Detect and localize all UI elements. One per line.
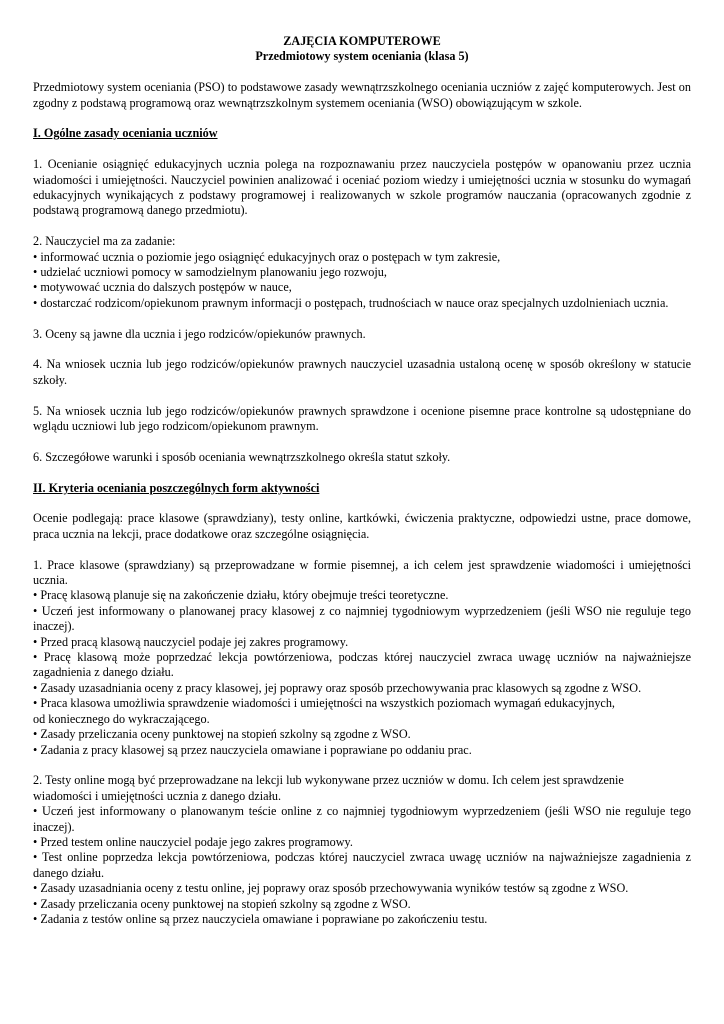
section-1-paragraph-2-intro: 2. Nauczyciel ma za zadanie: (33, 234, 176, 249)
section-1-paragraph-4: 4. Na wniosek ucznia lub jego rodziców/opiekunów prawnych nauczyciel uzasadnia ustaloną ocenę w sposób określony w statucie szkoły. (33, 357, 691, 387)
spacer (33, 496, 691, 511)
spacer (33, 342, 691, 357)
spacer (33, 388, 691, 403)
list-item: • Przed testem online nauczyciel podaje jego zakres programowy. (33, 834, 353, 849)
list-item: • Test online poprzedza lekcja powtórzeniowa, podczas której nauczyciel zwraca uwagę uczniów na najważniejsze zagadnienia z danego działu. (33, 850, 691, 880)
document-subtitle: Przedmiotowy system oceniania (klasa 5) (255, 49, 469, 64)
list-item: • Uczeń jest informowany o planowanym teście online z co najmniej tygodniowym wyprzedzeniem (jeśli WSO nie reguluje tego inaczej). (33, 804, 691, 834)
list-item: • Przed pracą klasową nauczyciel podaje jej zakres programowy. (33, 634, 349, 649)
list-item: • Zasady przeliczania oceny punktowej na stopień szkolny są zgodne z WSO. (33, 727, 411, 742)
list-item-line: od koniecznego do wykraczającego. (33, 711, 210, 726)
list-item: • Zasady przeliczania oceny punktowej na stopień szkolny są zgodne z WSO. (33, 896, 411, 911)
section-2-heading: II. Kryteria oceniania poszczególnych form aktywności (33, 480, 320, 495)
list-item: • Pracę klasową może poprzedzać lekcja powtórzeniowa, podczas której nauczyciel zwraca uwagę uczniów na najważniejsze zagadnienia z danego działu. (33, 650, 691, 680)
list-item (33, 696, 691, 727)
spacer (33, 465, 691, 480)
spacer (33, 434, 691, 449)
spacer (33, 311, 691, 326)
paragraph-line: wiadomości i umiejętności ucznia z danego działu. (33, 788, 282, 803)
spacer (33, 111, 691, 126)
section-2-paragraph-1-intro: 1. Prace klasowe (sprawdziany) są przeprowadzane w formie pisemnej, a ich celem jest sprawdzenie wiadomości i umiejętności ucznia. (33, 557, 691, 588)
spacer (33, 142, 691, 157)
list-item: • Zasady uzasadniania oceny z pracy klasowej, jej poprawy oraz sposób przechowywania prac klasowych są zgodne z WSO. (33, 680, 642, 695)
list-item: • Zadania z testów online są przez nauczyciela omawiane i poprawiane po zakończeniu testu. (33, 911, 488, 926)
section-1-paragraph-6: 6. Szczegółowe warunki i sposób oceniania wewnątrzszkolnego określa statut szkoły. (33, 449, 451, 464)
paragraph-line: 2. Testy online mogą być przeprowadzane na lekcji lub wykonywane przez uczniów w domu. Ich celem jest sprawdzenie (33, 773, 624, 788)
list-item: • motywować ucznia do dalszych postępów w nauce, (33, 280, 292, 295)
section-1-heading: I. Ogólne zasady oceniania uczniów (33, 126, 218, 141)
spacer (33, 65, 691, 80)
list-item-line: • Praca klasowa umożliwia sprawdzenie wiadomości i umiejętności na wszystkich poziomach wymagań edukacyjnych, (33, 696, 615, 711)
list-item: • Pracę klasową planuje się na zakończenie działu, który obejmuje treści teoretyczne. (33, 588, 449, 603)
section-1-paragraph-3: 3. Oceny są jawne dla ucznia i jego rodziców/opiekunów prawnych. (33, 326, 366, 341)
list-item: • informować ucznia o poziomie jego osiągnięć edukacyjnych oraz o postępach w tym zakresie, (33, 249, 501, 264)
list-item: • Zadania z pracy klasowej są przez nauczyciela omawiane i poprawiane po oddaniu prac. (33, 742, 472, 757)
spacer (33, 758, 691, 773)
list-item: • udzielać uczniowi pomocy w samodzielnym planowaniu jego rozwoju, (33, 265, 387, 280)
spacer (33, 542, 691, 557)
section-2-paragraph-2-intro (33, 773, 691, 804)
spacer (33, 219, 691, 234)
intro-paragraph: Przedmiotowy system oceniania (PSO) to podstawowe zasady wewnątrzszkolnego oceniania uczniów z zajęć komputerowych. Jest on zgodny z podstawą programową oraz wewnątrzszkolnym systemem oceniania (WSO) obowiązującym w szkole. (33, 80, 691, 110)
document-title: ZAJĘCIA KOMPUTEROWE (283, 34, 441, 48)
list-item: • Uczeń jest informowany o planowanej pracy klasowej z co najmniej tygodniowym wyprzedzeniem (jeśli WSO nie reguluje tego inaczej). (33, 603, 691, 634)
list-item: • Zasady uzasadniania oceny z testu online, jej poprawy oraz sposób przechowywania wyników testów są zgodne z WSO. (33, 881, 629, 896)
document-page (33, 34, 691, 927)
section-1-paragraph-1: 1. Ocenianie osiągnięć edukacyjnych ucznia polega na rozpoznawaniu przez nauczyciela postępów w opanowaniu przez ucznia wiadomości i umiejętności. Nauczyciel powinien analizować i oceniać poziom wiedzy i umiejętności ucznia w stosunku do wymagań edukacyjnych wynikających z podstawy programowej i realizowanych w szkole programów nauczania (opracowanych zgodnie z podstawą programową danego przedmiotu). (33, 157, 691, 218)
section-1-paragraph-5: 5. Na wniosek ucznia lub jego rodziców/opiekunów prawnych sprawdzone i ocenione pisemne prace kontrolne są udostępniane do wglądu uczniowi lub jego rodzicom/opiekunom prawnym. (33, 403, 691, 434)
list-item: • dostarczać rodzicom/opiekunom prawnym informacji o postępach, trudnościach w nauce oraz specjalnych uzdolnieniach ucznia. (33, 295, 669, 310)
section-2-intro: Ocenie podlegają: prace klasowe (sprawdziany), testy online, kartkówki, ćwiczenia praktyczne, odpowiedzi ustne, prace domowe, praca ucznia na lekcji, prace dodatkowe oraz szczególne osiągnięcia. (33, 511, 691, 541)
